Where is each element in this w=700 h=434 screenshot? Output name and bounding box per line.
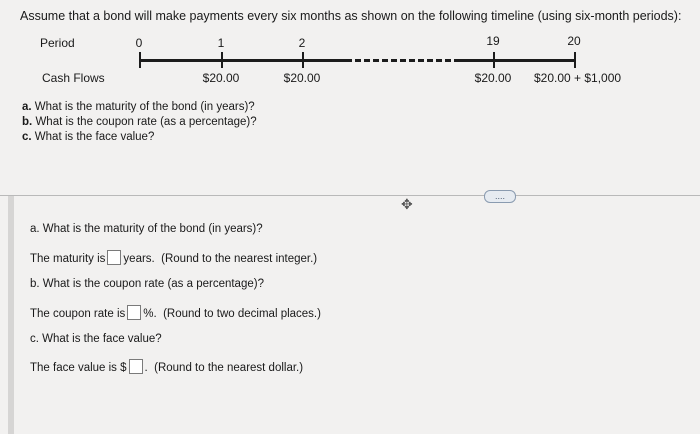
answer-a-question: a. What is the maturity of the bond (in years)? — [30, 223, 263, 235]
answer-b-question: b. What is the coupon rate (as a percentage)? — [30, 278, 264, 290]
period-label: Period — [40, 36, 75, 50]
timeline-tick — [574, 52, 576, 68]
question-a: a. What is the maturity of the bond (in years)? — [22, 101, 255, 113]
left-scroll-strip — [8, 196, 14, 434]
timeline-tick — [139, 52, 141, 68]
question-c: c. What is the face value? — [22, 131, 155, 143]
section-divider — [0, 195, 700, 196]
period-1: 1 — [217, 36, 225, 50]
cash-flows-label: Cash Flows — [42, 71, 105, 85]
face-value-input[interactable] — [129, 359, 143, 374]
answer-c-question: c. What is the face value? — [30, 333, 162, 345]
timeline-solid-line — [139, 59, 346, 62]
period-0: 0 — [135, 36, 143, 50]
cash-flow-19: $20.00 — [474, 71, 512, 85]
coupon-rate-input[interactable] — [127, 305, 141, 320]
timeline-dashed-line — [346, 59, 458, 62]
cash-flow-2: $20.00 — [283, 71, 321, 85]
timeline-tick — [493, 52, 495, 68]
timeline-solid-line-end — [458, 59, 575, 62]
answer-c-row: The face value is $ . (Round to the nearest dollar.) — [30, 359, 303, 374]
answer-a-row: The maturity is years. (Round to the nearest integer.) — [30, 250, 317, 265]
cash-flow-1: $20.00 — [202, 71, 240, 85]
period-2: 2 — [298, 36, 306, 50]
more-button[interactable]: .... — [484, 190, 516, 203]
period-20: 20 — [567, 34, 581, 48]
question-b: b. What is the coupon rate (as a percentage)? — [22, 116, 257, 128]
timeline-tick — [221, 52, 223, 68]
maturity-input[interactable] — [107, 250, 121, 265]
cash-flow-20: $20.00 + $1,000 — [534, 71, 622, 85]
move-cursor-icon: ✥ — [401, 196, 413, 212]
answer-b-row: The coupon rate is %. (Round to two decimal places.) — [30, 305, 321, 320]
timeline-tick — [302, 52, 304, 68]
period-19: 19 — [486, 34, 500, 48]
problem-intro: Assume that a bond will make payments every six months as shown on the following timeline (using six-month periods): — [20, 9, 682, 23]
